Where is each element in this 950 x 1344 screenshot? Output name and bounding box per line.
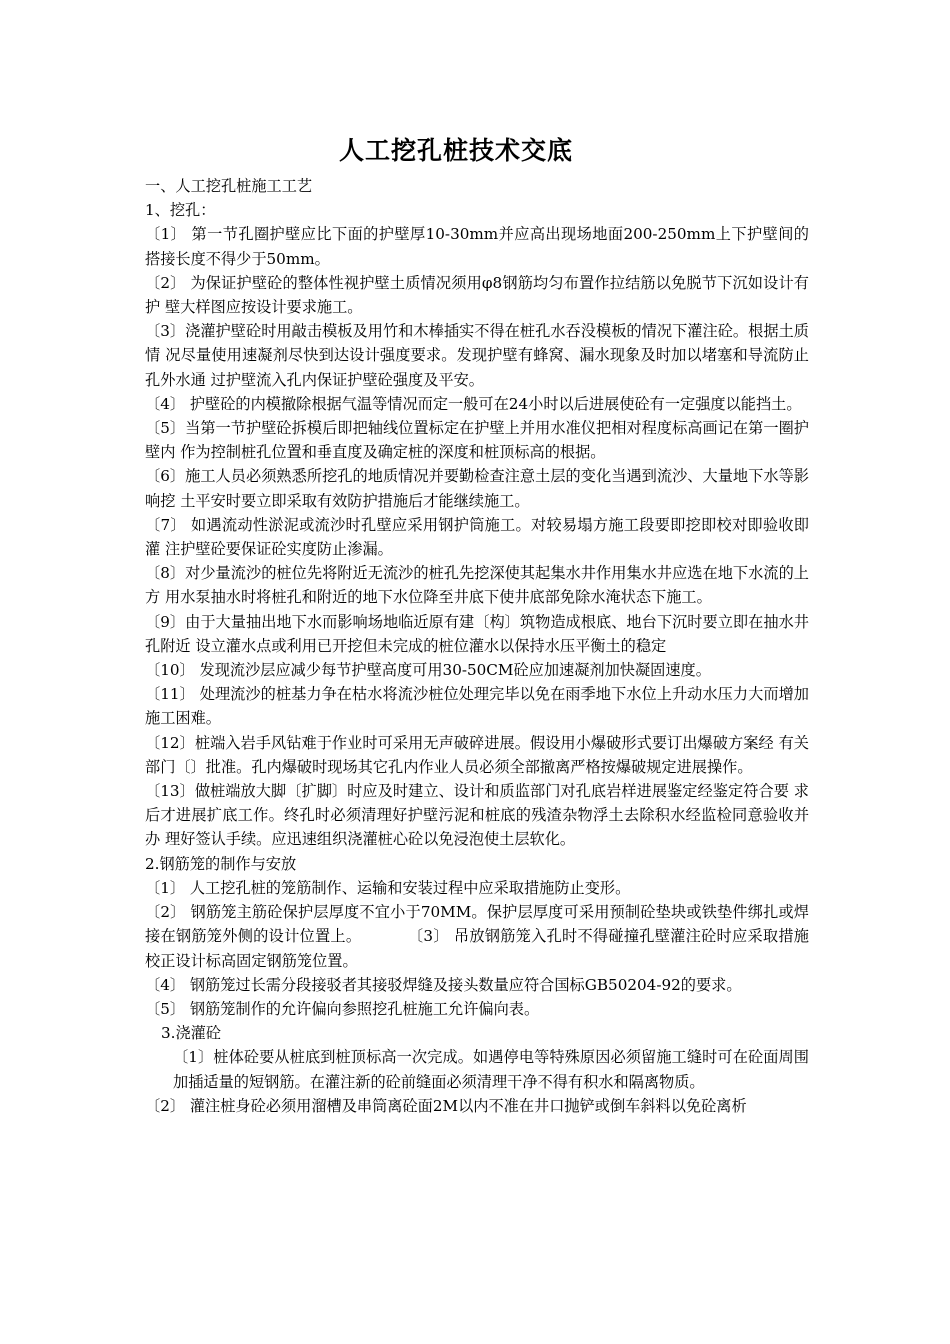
paragraph: 〔2〕 为保证护壁砼的整体性视护壁土质情况须用φ8钢筋均匀布置作拉结筋以免脱节下沉如设计有护 壁大样图应按设计要求施工。 [145,273,809,317]
section-heading: 一、人工挖孔桩施工工艺 [145,177,313,195]
paragraph: 〔1〕桩体砼要从桩底到桩顶标高一次完成。如遇停电等特殊原因必须留施工缝时可在砼面周围加插适量的短钢筋。在灌注新的砼前缝面必须清理干净不得有积水和隔离物质。 [173,1048,809,1091]
paragraph: 〔1〕 人工挖孔桩的笼筋制作、运输和安装过程中应采取措施防止变形。 [145,878,631,897]
paragraph: 〔6〕施工人员必须熟悉所挖孔的地质情况并要勤检查注意土层的变化当遇到流沙、大量地下水等影响挖 土平安时要立即采取有效防护措施后才能继续施工。 [145,467,809,510]
paragraph: 〔4〕 钢筋笼过长需分段接驳者其接驳焊缝及接头数量应符合国标GB50204-92的要求。 [145,975,742,994]
paragraph: 〔1〕 第一节孔圈护壁应比下面的护壁厚10-30mm并应高出现场地面200-250mm上下护壁间的搭接长度不得少于50mm。 [145,225,809,268]
paragraph: 〔13〕做桩端放大脚〔扩脚〕时应及时建立、设计和质监部门对孔底岩样进展鉴定经鉴定符合要 求后才进展扩底工作。终孔时必须清理好护壁污泥和桩底的残渣杂物浮土去除积水经监检同意验收并办 理好签认手续。应迅速组织浇灌桩心砼以免浸泡使土层软化。 [145,782,809,849]
subsection-heading: 2.钢筋笼的制作与安放 [145,854,297,873]
paragraph: 〔11〕 处理流沙的桩基力争在枯水将流沙桩位处理完毕以免在雨季地下水位上升动水压力大而增加 施工困难。 [145,685,809,728]
paragraph: 〔4〕 护壁砼的内模撤除根据气温等情况而定一般可在24小时以后进展使砼有一定强度以能挡土。 [145,394,802,413]
subsection-heading: 1、挖孔： [145,201,216,220]
document-title: 人工挖孔桩技术交底 [338,136,573,165]
paragraph: 〔2〕 钢筋笼主筋砼保护层厚度不宜小于70MM。保护层厚度可采用预制砼垫块或铁垫件绑扎或焊接在钢筋笼外侧的设计位置上。 〔3〕 吊放钢筋笼入孔时不得碰撞孔壁灌注砼时应采取措施校正设计标高固定钢筋笼位置。 [145,903,809,970]
paragraph: 〔8〕对少量流沙的桩位先将附近无流沙的桩孔先挖深使其起集水井作用集水井应选在地下水流的上方 用水泵抽水时将桩孔和附近的地下水位降至井底下使井底部免除水淹状态下施工。 [145,564,809,607]
paragraph: 〔10〕 发现流沙层应减少每节护壁高度可用30-50CM砼应加速凝剂加快凝固速度。 [145,661,711,680]
paragraph: 〔2〕 灌注桩身砼必须用溜槽及串筒离砼面2M以内不准在井口抛铲或倒车斜料以免砼离析 [145,1096,747,1115]
document-body [145,174,809,1118]
paragraph: 〔12〕桩端入岩手风钻难于作业时可采用无声破碎进展。假设用小爆破形式要订出爆破方案经 有关部门〔〕批准。孔内爆破时现场其它孔内作业人员必须全部撤离严格按爆破规定进展操作。 [145,733,809,776]
paragraph: 〔3〕浇灌护壁砼时用敲击模板及用竹和木棒插实不得在桩孔水吞没模板的情况下灌注砼。根据土质情 况尽量使用速凝剂尽快到达设计强度要求。发现护壁有蜂窝、漏水现象及时加以堵塞和导流防止孔外水通 过护壁流入孔内保证护壁砼强度及平安。 [145,322,809,389]
paragraph: 〔7〕 如遇流动性淤泥或流沙时孔壁应采用钢护筒施工。对较易塌方施工段要即挖即校对即验收即灌 注护壁砼要保证砼实度防止渗漏。 [145,515,809,559]
paragraph: 〔9〕由于大量抽出地下水而影响场地临近原有建〔构〕筑物造成根底、地台下沉时要立即在抽水井孔附近 设立灌水点或利用已开挖但未完成的桩位灌水以保持水压平衡土的稳定 [145,612,809,655]
paragraph: 〔5〕当第一节护壁砼拆模后即把轴线位置标定在护壁上并用水准仪把相对程度标高画记在第一圈护壁内 作为控制桩孔位置和垂直度及确定桩的深度和桩顶标高的根据。 [145,419,809,462]
paragraph: 〔5〕 钢筋笼制作的允许偏向参照挖孔桩施工允许偏向表。 [145,999,540,1018]
subsection-heading: 3.浇灌砼 [161,1024,222,1043]
